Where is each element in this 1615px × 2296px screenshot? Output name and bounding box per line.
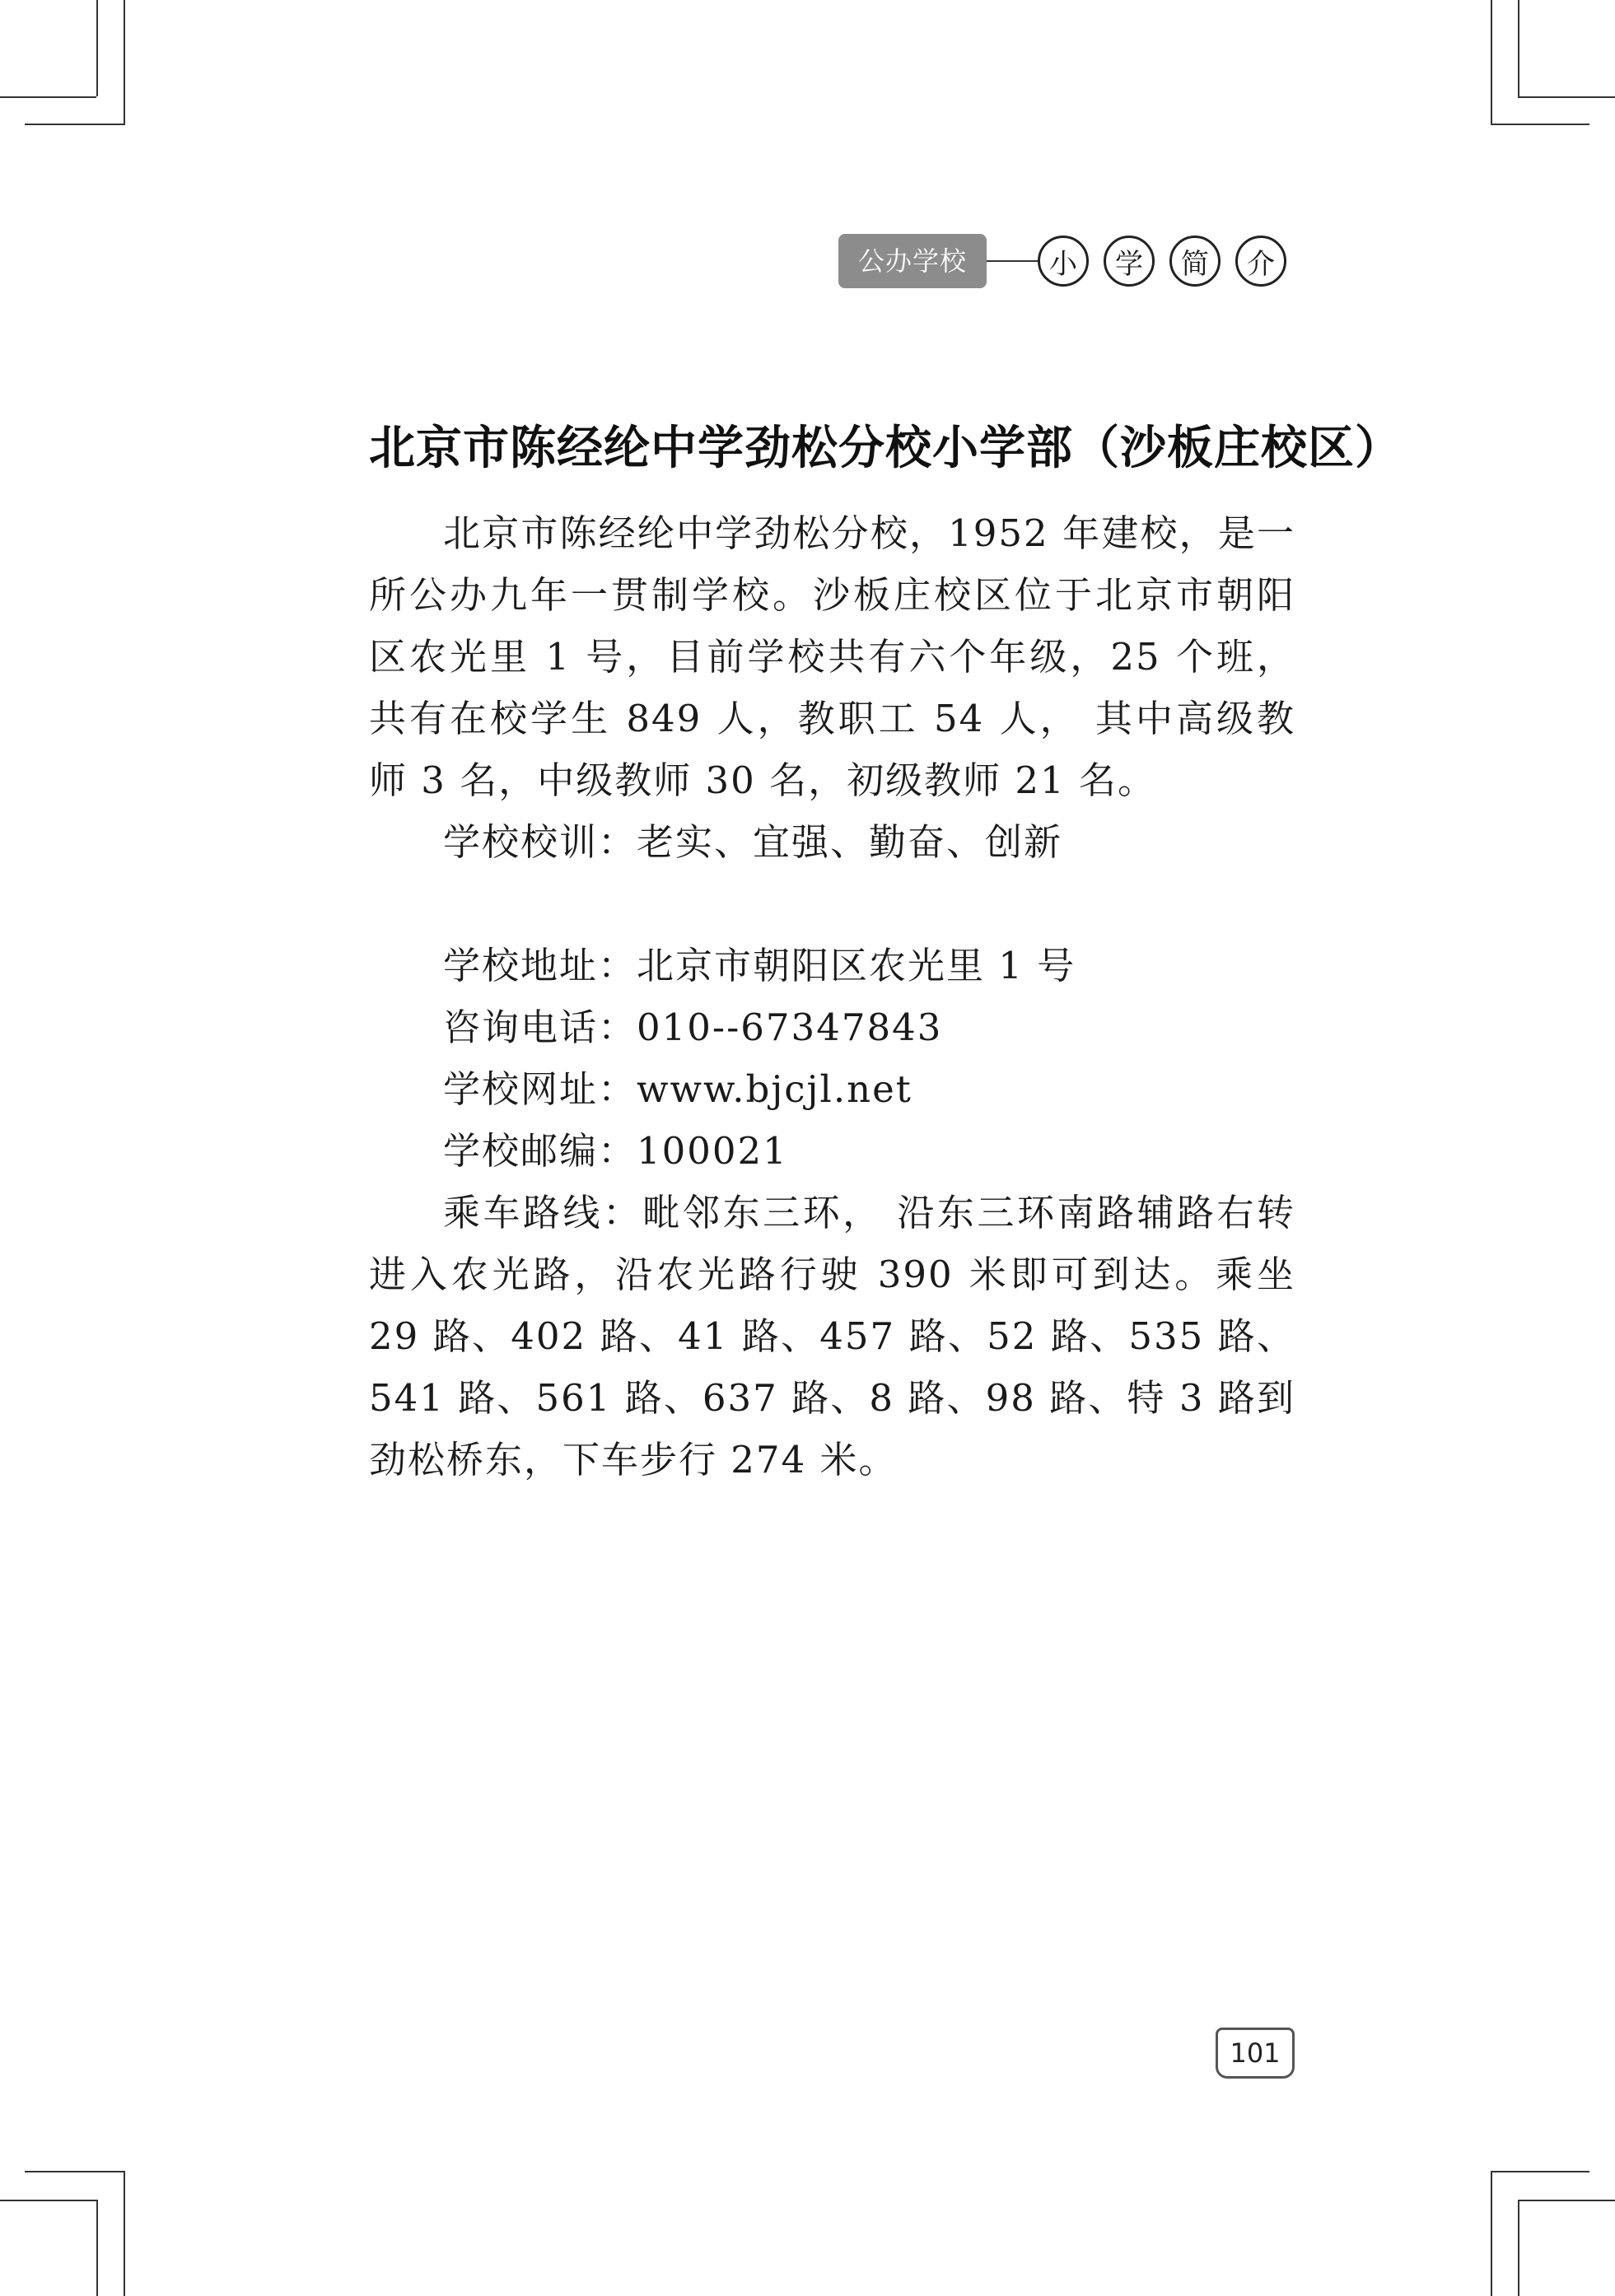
school-motto: 学校校训：老实、宜强、勤奋、创新 <box>443 820 1063 864</box>
crop-mark <box>0 96 96 98</box>
crop-mark <box>1491 2171 1589 2172</box>
school-website: 学校网址：www.bjcjl.net <box>443 1067 913 1111</box>
crop-mark <box>96 2200 98 2296</box>
crop-mark <box>1491 124 1589 125</box>
running-header <box>838 232 1286 290</box>
school-title: 北京市陈经纶中学劲松分校小学部（沙板庄校区） <box>369 422 1402 475</box>
school-address: 学校地址：北京市朝阳区农光里 1 号 <box>443 944 1076 987</box>
header-connector-line <box>987 260 1038 262</box>
crop-mark <box>1518 96 1615 98</box>
crop-mark <box>1518 2200 1519 2296</box>
crop-mark <box>1491 2171 1492 2296</box>
school-phone: 咨询电话：010--67347843 <box>443 1006 943 1049</box>
page-number: 101 <box>1216 2028 1295 2079</box>
section-char: 介 <box>1235 236 1286 287</box>
school-postcode: 学校邮编：100021 <box>443 1129 788 1173</box>
crop-mark <box>1518 0 1519 96</box>
category-tag: 公办学校 <box>838 234 987 288</box>
intro-paragraph: 北京市陈经纶中学劲松分校，1952 年建校，是一所公办九年一贯制学校。沙板庄校区位于北京市朝阳区农光里 1 号，目前学校共有六个年级，25 个班，共有在校学生 849 人，教职工 54 人， 其中高级教师 3 名，中级教师 30 名，初级教师 21 名。 <box>369 511 1295 802</box>
crop-mark <box>25 124 124 125</box>
crop-mark <box>25 2171 124 2172</box>
section-char: 简 <box>1169 236 1221 287</box>
crop-mark <box>0 2200 96 2201</box>
crop-mark <box>1491 0 1492 125</box>
crop-mark <box>124 0 125 125</box>
crop-mark <box>124 2171 125 2296</box>
school-description <box>369 502 1295 1491</box>
section-title <box>1038 236 1286 287</box>
bus-route: 乘车路线：毗邻东三环， 沿东三环南路辅路右转进入农光路，沿农光路行驶 390 米即可到达。乘坐 29 路、402 路、41 路、457 路、52 路、535 路、541 路、561 路、637 路、8 路、98 路、特 3 路到劲松桥东，下车步行 274 米。 <box>369 1191 1295 1482</box>
crop-mark <box>96 0 98 96</box>
crop-mark <box>1518 2200 1615 2201</box>
paragraph-spacer <box>369 873 1295 935</box>
section-char: 学 <box>1104 236 1155 287</box>
section-char: 小 <box>1038 236 1089 287</box>
